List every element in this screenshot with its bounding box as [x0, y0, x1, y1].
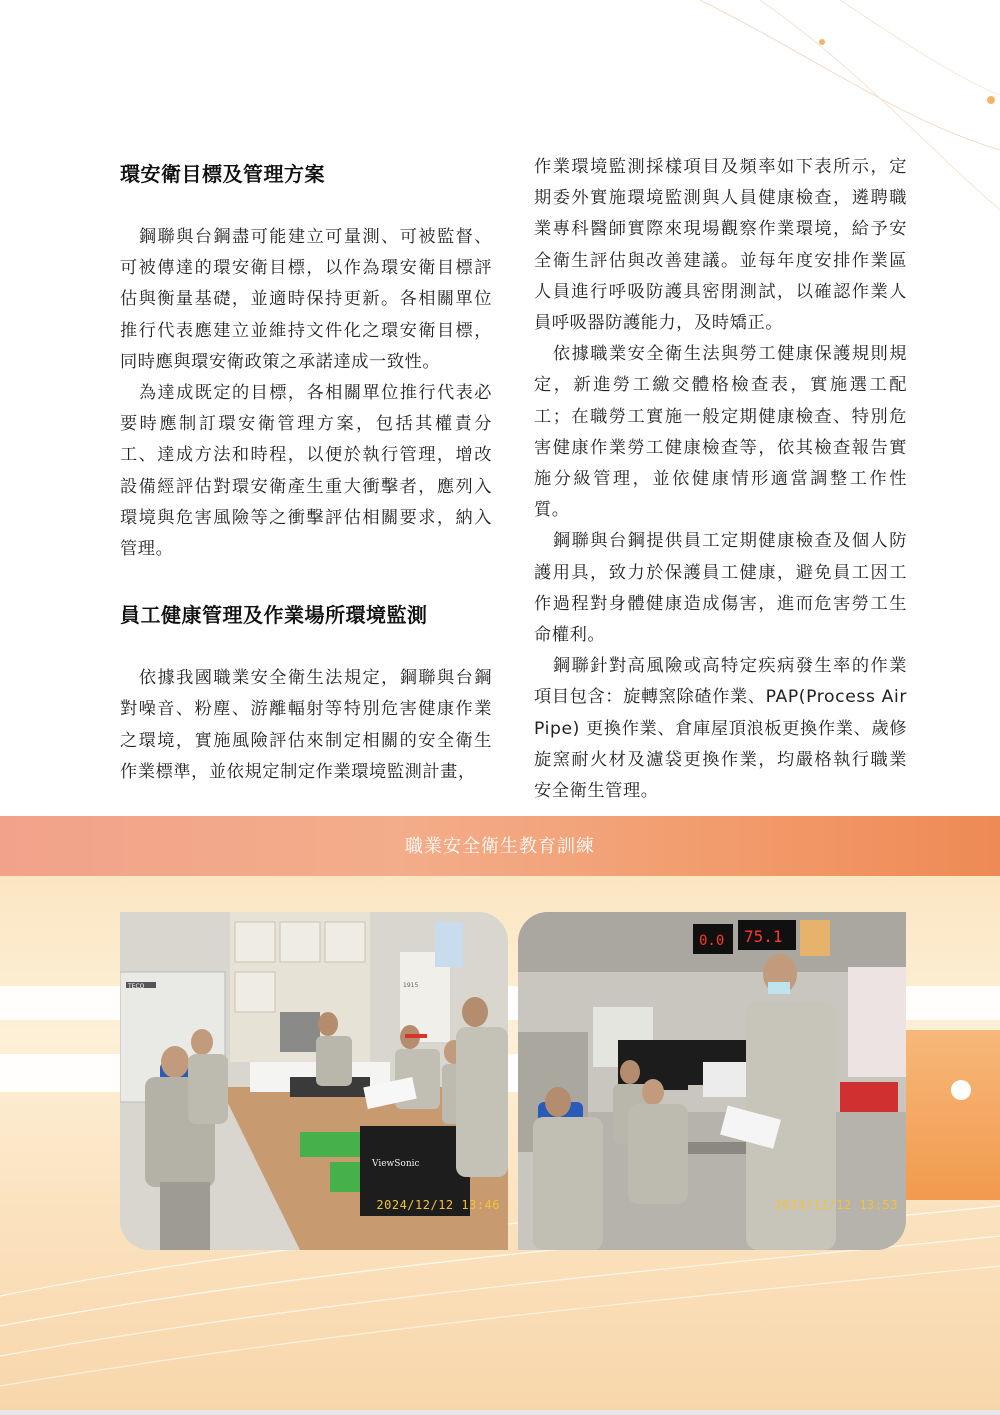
monitor-brand: ViewSonic: [372, 1159, 420, 1169]
training-photo-control-room: [518, 912, 906, 1250]
paragraph: 鋼聯與台鋼提供員工定期健康檢查及個人防護用具，致力於保護員工健康，避免員工因工作過程對身體健康造成傷害，進而危害勞工生命權利。: [534, 531, 907, 646]
left-column: [120, 152, 492, 788]
training-photo-office: [120, 912, 508, 1250]
paragraph: 依據我國職業安全衛生法規定，鋼聯與台鋼對噪音、粉塵、游離輻射等特別危害健康作業之環境，實施風險評估來制定相關的安全衛生作業標準，並依規定制定作業環境監測計畫，: [120, 668, 492, 782]
right-column: [534, 152, 907, 807]
display-right-readout: 75.1: [744, 927, 783, 946]
banner-title: 職業安全衛生教育訓練: [405, 836, 595, 857]
display-left-readout: 0.0: [699, 933, 725, 949]
footer-rule: [0, 1410, 1000, 1415]
paragraph: 依據職業安全衛生法與勞工健康保護規則規定，新進勞工繳交體格檢查表，實施選工配工；在職勞工實施一般定期健康檢查、特別危害健康作業勞工健康檢查等，依其檢查報告實施分級管理，並依健康情形適當調整工作性質。: [534, 344, 907, 521]
ac-brand-label: TECO: [128, 983, 145, 990]
paragraph: 鋼聯與台鋼盡可能建立可量測、可被監督、可被傳達的環安衛目標，以作為環安衛目標評估與衡量基礎，並適時保持更新。各相關單位推行代表應建立並維持文件化之環安衛目標，同時應與環安衛政策之承諾達成一致性。: [120, 227, 492, 372]
white-dot: [951, 1080, 971, 1100]
photo-timestamp: 2024/12/12 13:46: [376, 1198, 500, 1212]
section-heading-health: 員工健康管理及作業場所環境監測: [120, 603, 428, 628]
wall-notice-text: 1915: [403, 982, 419, 989]
photo-timestamp: 2024/12/12 13:53: [774, 1198, 898, 1212]
paragraph: 為達成既定的目標，各相關單位推行代表必要時應制訂環安衛管理方案，包括其權責分工、達成方法和時程，以便於執行管理，增改設備經評估對環安衛產生重大衝擊者，應列入環境與危害風險等之衝擊評估相關要求，納入管理。: [120, 383, 492, 560]
section-heading-targets: 環安衛目標及管理方案: [120, 162, 325, 186]
paragraph: 作業環境監測採樣項目及頻率如下表所示，定期委外實施環境監測與人員健康檢查，遴聘職業專科醫師實際來現場觀察作業環境，給予安全衛生評估與改善建議。並每年度安排作業區人員進行呼吸防護具密閉測試，以確認作業人員呼吸器防護能力，及時矯正。: [534, 157, 907, 334]
training-banner: [0, 816, 1000, 876]
paragraph: 鋼聯針對高風險或高特定疾病發生率的作業項目包含：旋轉窯除碴作業、PAP(Process Air Pipe) 更換作業、倉庫屋頂浪板更換作業、歲修旋窯耐火材及濾袋更換作業，均嚴格執行職業安全衛生管理。: [534, 656, 907, 802]
